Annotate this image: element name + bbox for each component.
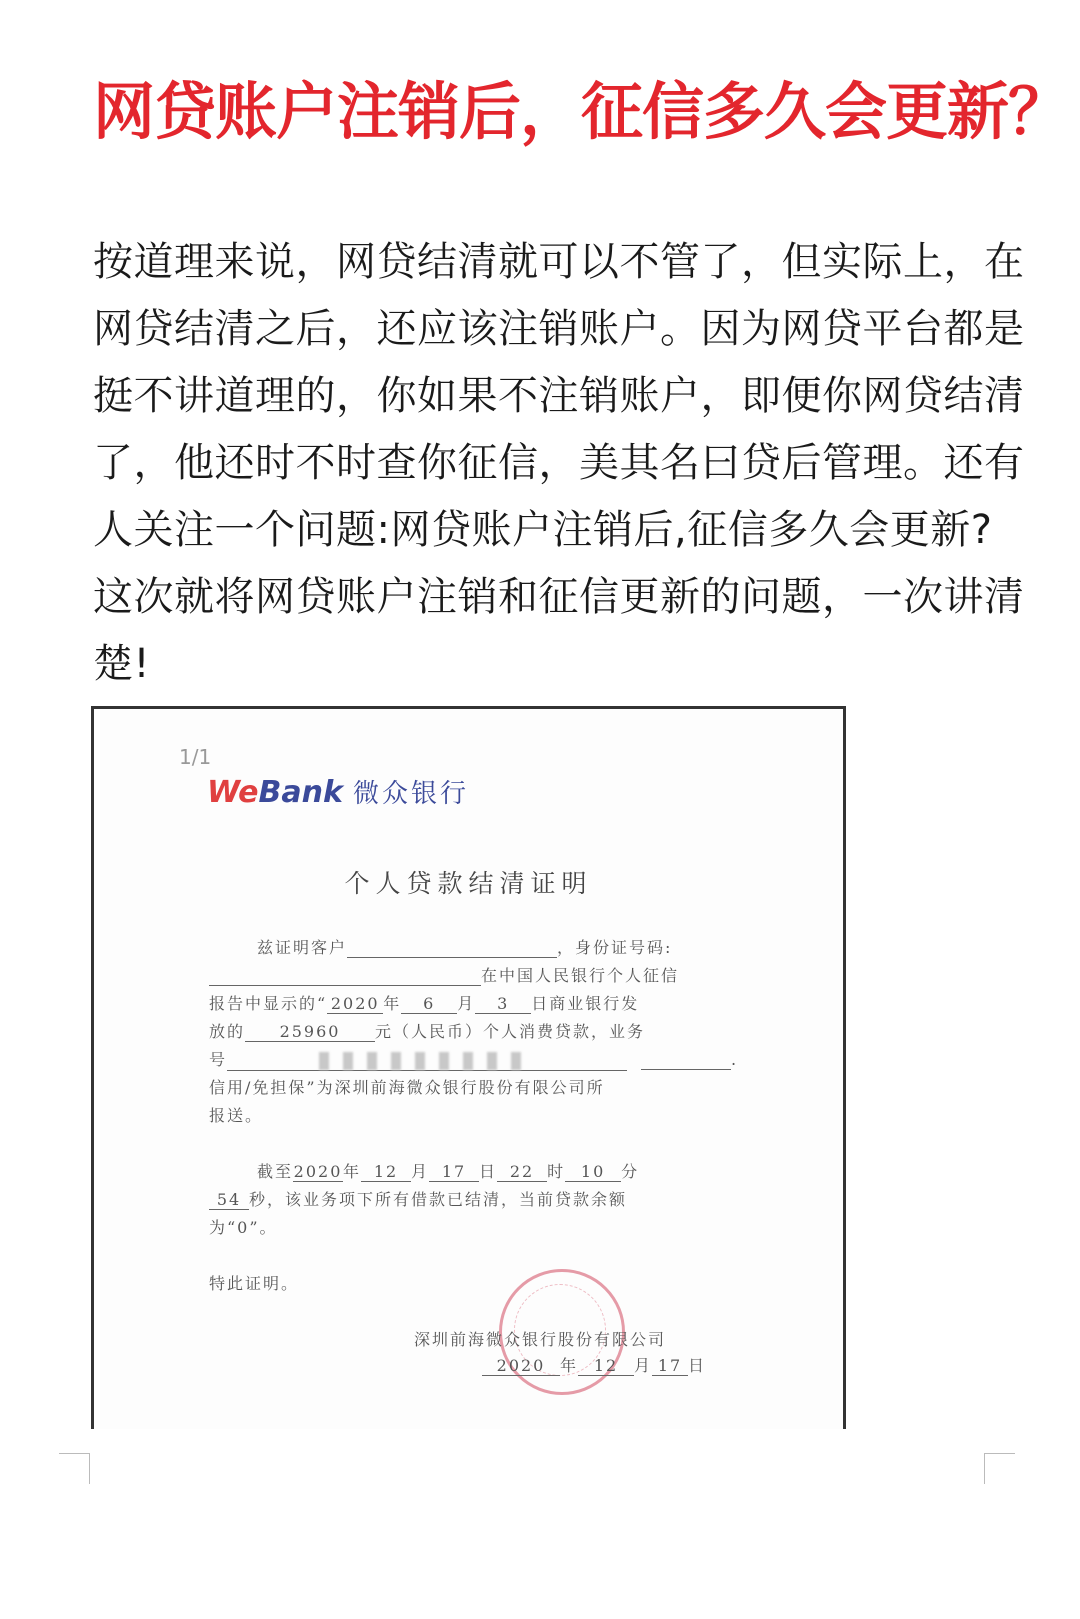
paragraph-line: 挺不讲道理的，你如果不注销账户，即便你网贷结清 (93, 373, 1025, 419)
cert-line-3: 报告中显示的“ 2020 年 6 月 3 日商业银行发 (209, 994, 640, 1013)
paragraph-line: 人关注一个问题:网贷账户注销后,征信多久会更新? (93, 507, 993, 553)
cert-line-6: 信用/免担保”为深圳前海微众银行股份有限公司所 (209, 1078, 605, 1097)
logo-chinese-name: 微众银行 (352, 779, 469, 809)
logo-bank-text: Bank (258, 775, 343, 810)
cert-cutoff-line-3: 为“0”。 (209, 1218, 278, 1237)
webank-logo (207, 773, 469, 810)
cert-line-7: 报送。 (209, 1106, 264, 1125)
page-corner-mark-left (59, 1453, 90, 1484)
paragraph-line: 楚! (93, 641, 151, 687)
cert-sign-date: 2020 年 12 月 17 日 (482, 1353, 706, 1376)
article-title: 网贷账户注销后，征信多久会更新？ (93, 75, 1070, 148)
cert-line-5: 号 . (209, 1050, 739, 1069)
certificate-image[interactable] (91, 706, 846, 1429)
cert-line-1: 兹证明客户 ，身份证号码: (257, 938, 673, 957)
cert-issuer: 深圳前海微众银行股份有限公司 (414, 1330, 667, 1349)
paragraph-line: 了，他还时不时查你征信，美其名曰贷后管理。还有 (93, 440, 1025, 486)
paragraph-line: 这次就将网贷账户注销和征信更新的问题，一次讲清 (93, 574, 1025, 620)
cert-cutoff-line-2: 54 秒，该业务项下所有借款已结清，当前贷款余额 (209, 1187, 627, 1210)
page-corner-mark-right (984, 1453, 1015, 1484)
article-paragraph (93, 229, 1025, 698)
cert-line-2: 在中国人民银行个人征信 (209, 963, 679, 986)
paragraph-line: 网贷结清之后，还应该注销账户。因为网贷平台都是 (93, 306, 1025, 352)
cert-line-4: 放的 25960 元（人民币）个人消费贷款，业务 (209, 1022, 646, 1041)
logo-we-text: We (207, 775, 259, 810)
cert-closing: 特此证明。 (209, 1274, 300, 1293)
paragraph-line: 按道理来说，网贷结清就可以不管了，但实际上，在 (93, 239, 1025, 285)
page-indicator: 1/1 (179, 745, 212, 769)
cert-cutoff-line-1: 截至2020年 12 月 17 日 22 时 10 分 (257, 1162, 640, 1181)
certificate-title: 个人贷款结清证明 (344, 869, 593, 898)
